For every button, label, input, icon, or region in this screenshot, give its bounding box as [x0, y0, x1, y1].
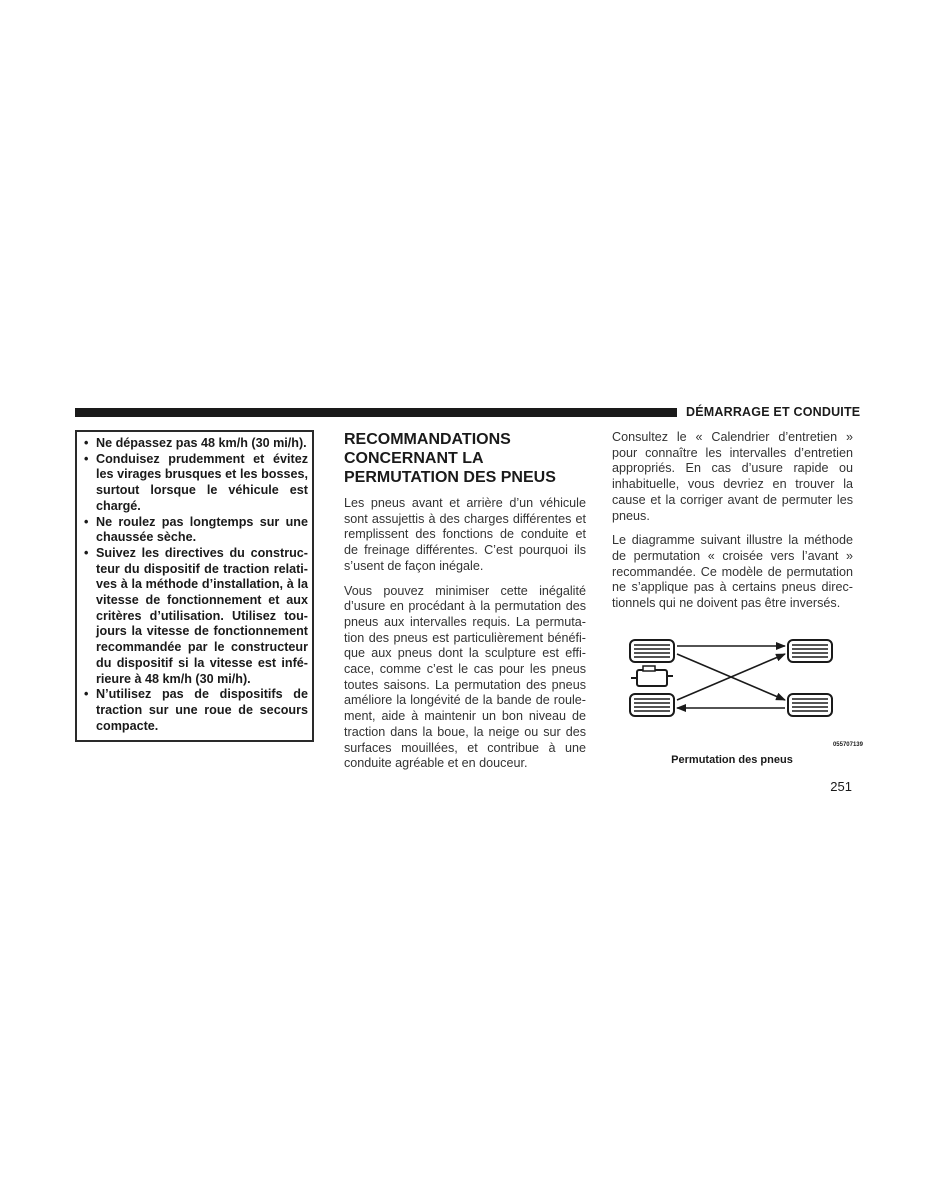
middle-column — [344, 430, 586, 781]
warning-item: • Ne roulez pas longtemps sur une chaussée sèche. — [84, 514, 308, 545]
warning-box — [75, 430, 314, 742]
section-title: DÉMARRAGE ET CONDUITE — [686, 405, 861, 419]
bullet-icon: • — [84, 687, 89, 702]
right-column — [612, 430, 853, 621]
bullet-icon: • — [84, 436, 89, 450]
warning-item: • N’utilisez pas de dispositifs de traction sur une roue de secours compacte. — [84, 687, 308, 733]
figure-caption: Permutation des pneus — [671, 754, 793, 766]
body-paragraph: Consultez le « Calendrier d’entretien » pour connaître les intervalles d’entretien appropriés. En cas d’usure rapide ou inhabituelle, vous devriez en trouver la cause et la corriger avant de permuter les pneus. — [612, 430, 853, 523]
tire-front-right-icon — [788, 640, 832, 662]
header-rule — [75, 408, 677, 417]
tire-rear-left-icon — [630, 694, 674, 716]
body-paragraph: Le diagramme suivant illustre la méthode de permutation « croisée vers l’avant » recommandée. Ce modèle de permutation ne s’applique pas à certains pneus directionnels qui ne doivent pas être inversés. — [612, 533, 853, 611]
warning-list — [83, 436, 308, 734]
warning-item: • Suivez les directives du constructeur du dispositif de traction relatives à la méthode d’installation, à la vitesse de fonctionnement et aux critères d’utilisation. Utilisez toujours la vitesse de fonctionnement recommandée par le constructeur du dispositif si la vitesse est inférieure à 48 km/h (30 mi/h). — [84, 545, 308, 686]
tire-front-left-icon — [630, 640, 674, 662]
warning-item: • Ne dépassez pas 48 km/h (30 mi/h). — [84, 436, 307, 450]
page-number: 251 — [830, 779, 852, 794]
body-paragraph: Vous pouvez minimiser cette inégalité d’usure en procédant à la permutation des pneus aux intervalles requis. La permutation des pneus est particulièrement bénéfique aux pneus dont la sculpture est efficace, comme c’est le cas pour les pneus toutes saisons. La permutation des pneus améliore la longévité de la bande de roulement, aide à maintenir un bon niveau de traction dans la boue, la neige ou sur des surfaces mouillées, et contribue à une conduite agréable et en douceur. — [344, 583, 586, 771]
tire-rotation-diagram — [625, 630, 865, 748]
engine-icon — [631, 666, 673, 686]
body-paragraph: Les pneus avant et arrière d’un véhicule sont assujettis à des charges différentes et remplissent des fonctions de conduite et de freinage différentes. C’est pourquoi ils s’usent de façon inégale. — [344, 496, 586, 573]
tire-rear-right-icon — [788, 694, 832, 716]
warning-item: • Conduisez prudemment et évitez les virages brusques et les bosses, surtout lorsque le véhicule est chargé. — [84, 451, 308, 513]
figure-code: 055707139 — [832, 742, 863, 748]
bullet-icon: • — [84, 451, 89, 466]
section-heading: RECOMMANDATIONS CONCERNANT LA PERMUTATION DES PNEUS — [344, 431, 556, 486]
bullet-icon: • — [84, 545, 89, 560]
bullet-icon: • — [84, 514, 89, 529]
